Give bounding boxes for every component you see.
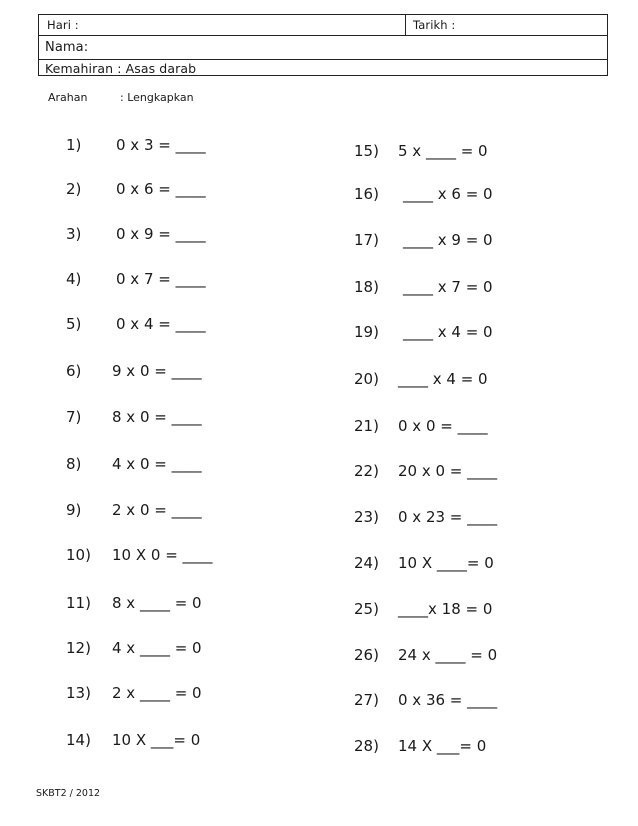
- question-number: 13): [66, 684, 91, 702]
- question-number: 6): [66, 362, 82, 380]
- question-expression[interactable]: ____ x 9 = 0: [403, 231, 493, 249]
- arahan-label: Arahan: [48, 91, 88, 104]
- question-expression[interactable]: 4 x 0 = ____: [112, 455, 202, 473]
- question-number: 15): [354, 142, 379, 160]
- question-expression[interactable]: 0 x 36 = ____: [398, 691, 498, 709]
- question-expression[interactable]: 0 x 23 = ____: [398, 508, 498, 526]
- header-row-date: [39, 15, 607, 36]
- question-number: 16): [354, 185, 379, 203]
- question-number: 3): [66, 225, 82, 243]
- question-number: 22): [354, 462, 379, 480]
- instruction-text: : Lengkapkan: [120, 91, 194, 104]
- kemahiran-label: Kemahiran : Asas darab: [45, 61, 197, 76]
- header-box: [38, 14, 608, 76]
- question-number: 8): [66, 455, 82, 473]
- question-number: 1): [66, 136, 82, 154]
- question-expression[interactable]: 9 x 0 = ____: [112, 362, 202, 380]
- question-number: 2): [66, 180, 82, 198]
- question-expression[interactable]: 24 x ____ = 0: [398, 646, 498, 664]
- question-number: 24): [354, 554, 379, 572]
- question-expression[interactable]: 2 x 0 = ____: [112, 501, 202, 519]
- header-row-name: [39, 35, 607, 60]
- question-number: 18): [354, 278, 379, 296]
- nama-field[interactable]: Nama:: [45, 40, 89, 55]
- question-expression[interactable]: 8 x 0 = ____: [112, 408, 202, 426]
- header-divider: [405, 15, 406, 35]
- question-expression[interactable]: 0 x 6 = ____: [116, 180, 206, 198]
- question-number: 19): [354, 323, 379, 341]
- question-expression[interactable]: 4 x ____ = 0: [112, 639, 202, 657]
- question-number: 26): [354, 646, 379, 664]
- question-expression[interactable]: 10 X 0 = ____: [112, 546, 213, 564]
- question-number: 5): [66, 315, 82, 333]
- question-number: 12): [66, 639, 91, 657]
- footer-code: SKBT2 / 2012: [36, 788, 101, 799]
- question-expression[interactable]: ____ x 6 = 0: [403, 185, 493, 203]
- question-expression[interactable]: 0 x 3 = ____: [116, 136, 206, 154]
- question-expression[interactable]: 0 x 0 = ____: [398, 417, 488, 435]
- question-expression[interactable]: 0 x 9 = ____: [116, 225, 206, 243]
- question-expression[interactable]: 10 X ____= 0: [398, 554, 494, 572]
- question-number: 4): [66, 270, 82, 288]
- question-expression[interactable]: ____x 18 = 0: [398, 600, 493, 618]
- question-expression[interactable]: 8 x ____ = 0: [112, 594, 202, 612]
- question-expression[interactable]: 10 X ___= 0: [112, 731, 201, 749]
- question-number: 23): [354, 508, 379, 526]
- question-number: 21): [354, 417, 379, 435]
- hari-field[interactable]: Hari :: [47, 18, 79, 32]
- question-number: 25): [354, 600, 379, 618]
- question-number: 9): [66, 501, 82, 519]
- question-number: 20): [354, 370, 379, 388]
- question-number: 27): [354, 691, 379, 709]
- question-expression[interactable]: 0 x 7 = ____: [116, 270, 206, 288]
- question-expression[interactable]: ____ x 7 = 0: [403, 278, 493, 296]
- question-expression[interactable]: ____ x 4 = 0: [403, 323, 493, 341]
- tarikh-field[interactable]: Tarikh :: [413, 18, 456, 32]
- question-expression[interactable]: 0 x 4 = ____: [116, 315, 206, 333]
- question-expression[interactable]: 2 x ____ = 0: [112, 684, 202, 702]
- question-expression[interactable]: 20 x 0 = ____: [398, 462, 498, 480]
- question-expression[interactable]: 14 X ___= 0: [398, 737, 487, 755]
- question-number: 17): [354, 231, 379, 249]
- question-number: 7): [66, 408, 82, 426]
- question-expression[interactable]: 5 x ____ = 0: [398, 142, 488, 160]
- question-number: 14): [66, 731, 91, 749]
- question-number: 28): [354, 737, 379, 755]
- question-number: 11): [66, 594, 91, 612]
- question-number: 10): [66, 546, 91, 564]
- question-expression[interactable]: ____ x 4 = 0: [398, 370, 488, 388]
